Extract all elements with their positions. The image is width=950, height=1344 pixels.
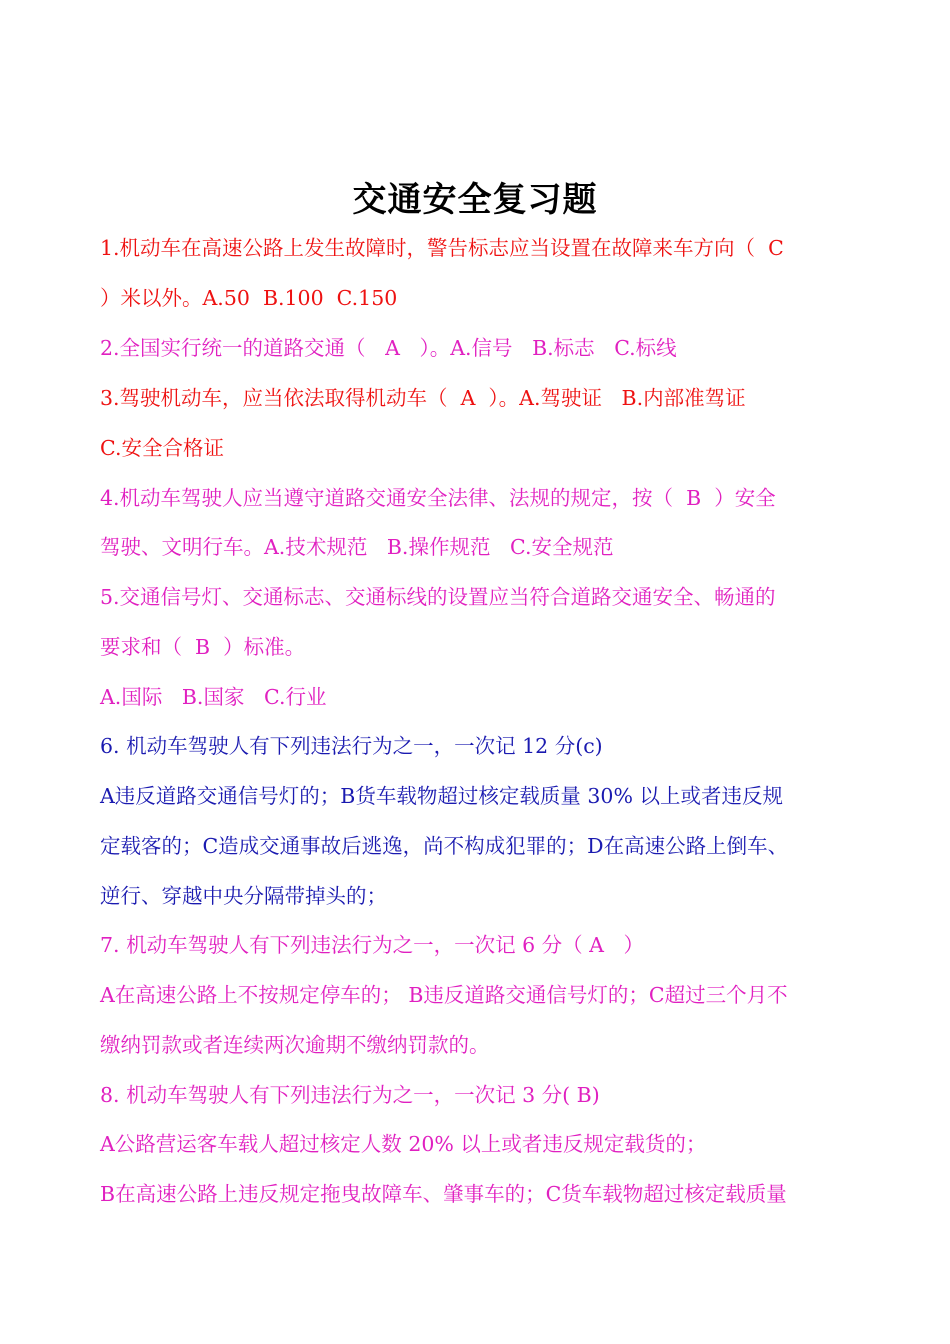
question-8-line-2: A公路营运客车载人超过核定人数 20% 以上或者违反规定载货的； <box>100 1132 707 1156</box>
question-7-line-3: 缴纳罚款或者连续两次逾期不缴纳罚款的。 <box>100 1033 490 1057</box>
question-8-line-1: 8. 机动车驾驶人有下列违法行为之一，一次记 3 分( B) <box>100 1083 600 1107</box>
question-6-line-4: 逆行、穿越中央分隔带掉头的； <box>100 884 387 908</box>
question-2-line-1: 2.全国实行统一的道路交通（ A ）。A.信号 B.标志 C.标线 <box>100 336 677 360</box>
question-6-line-1: 6. 机动车驾驶人有下列违法行为之一，一次记 12 分(c) <box>100 734 603 758</box>
question-4-line-1: 4.机动车驾驶人应当遵守道路交通安全法律、法规的规定，按（ B ）安全 <box>100 486 776 510</box>
question-3-line-2: C.安全合格证 <box>100 436 224 460</box>
page-title: 交通安全复习题 <box>352 180 598 220</box>
question-5-line-1: 5.交通信号灯、交通标志、交通标线的设置应当符合道路交通安全、畅通的 <box>100 585 776 609</box>
question-3-line-1: 3.驾驶机动车，应当依法取得机动车（ A ）。A.驾驶证 B.内部准驾证 <box>100 386 746 410</box>
question-7-line-2: A在高速公路上不按规定停车的； B违反道路交通信号灯的；C超过三个月不 <box>100 983 788 1007</box>
question-4-line-2: 驾驶、文明行车。A.技术规范 B.操作规范 C.安全规范 <box>100 535 614 559</box>
question-5-options: A.国际 B.国家 C.行业 <box>100 685 327 709</box>
question-1-line-1: 1.机动车在高速公路上发生故障时，警告标志应当设置在故障来车方向（ C <box>100 236 784 260</box>
question-5-line-2: 要求和（ B ）标准。 <box>100 635 306 659</box>
question-6-line-2: A违反道路交通信号灯的；B货车载物超过核定载质量 30% 以上或者违反规 <box>100 784 783 808</box>
question-7-line-1: 7. 机动车驾驶人有下列违法行为之一，一次记 6 分（ A ） <box>100 933 645 957</box>
question-1-line-2: ）米以外。A.50 B.100 C.150 <box>100 286 398 310</box>
question-8-line-3: B在高速公路上违反规定拖曳故障车、肇事车的；C货车载物超过核定载质量 <box>100 1182 787 1206</box>
question-6-line-3: 定载客的；C造成交通事故后逃逸，尚不构成犯罪的；D在高速公路上倒车、 <box>100 834 789 858</box>
